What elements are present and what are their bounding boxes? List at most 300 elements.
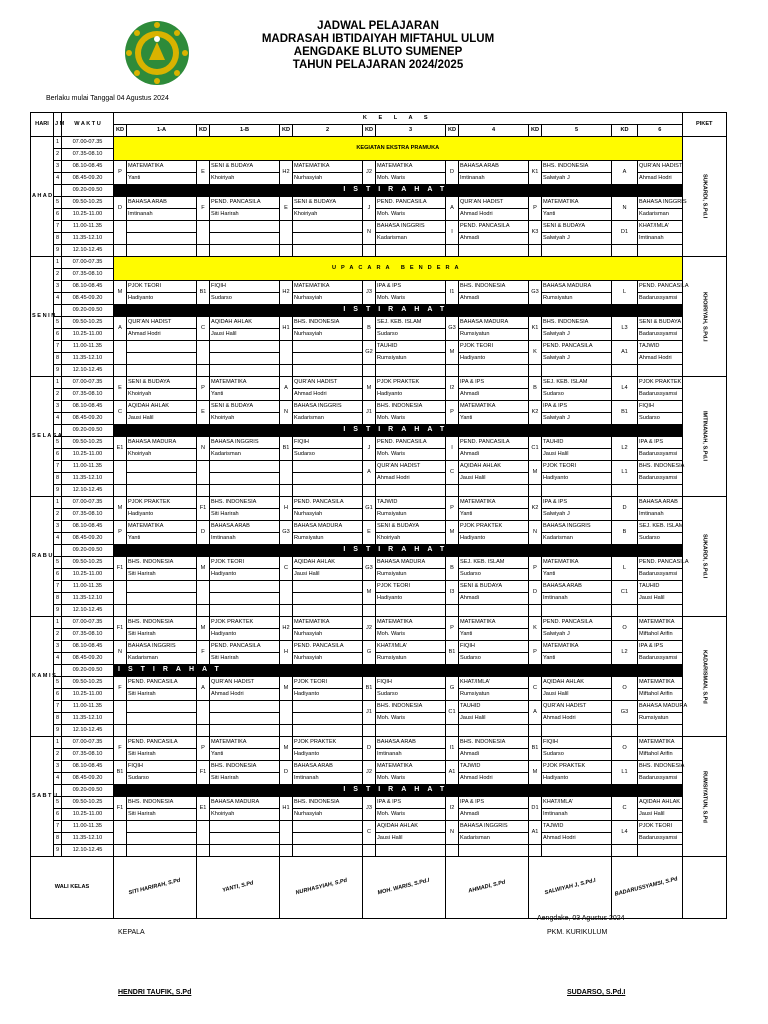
time-slot: 07.00-07.35 [62, 617, 114, 629]
subject-code: I1 [446, 281, 459, 305]
subject-code: L1 [612, 461, 638, 485]
break-istirahat: ISTIRAHAT [114, 305, 683, 317]
subject-name: BHS. INDONESIA [638, 761, 683, 773]
empty-cell [293, 365, 363, 377]
empty-cell [293, 245, 363, 257]
subject-name: SEJ. KEB. ISLAM [459, 557, 529, 569]
subject-code: C [197, 317, 210, 341]
subject-name: FIQIH [210, 281, 280, 293]
subject-code: J [363, 197, 376, 221]
empty-cell [127, 845, 197, 857]
subject-name: AQIDAH AHLAK [210, 317, 280, 329]
teacher-name: Nurhasyiah [293, 329, 363, 341]
subject-name: BAHASA INGGRIS [459, 821, 529, 833]
period-number: 8 [54, 353, 62, 365]
subject-name: IPA & IPS [542, 497, 612, 509]
teacher-name: Salwiyah J [542, 173, 612, 185]
teacher-name: Hadiyanto [293, 689, 363, 701]
teacher-name: Khoiriyah [293, 209, 363, 221]
teacher-name: Siti Harirah [210, 209, 280, 221]
time-slot: 08.45-09.20 [62, 653, 114, 665]
subject-code: N [114, 641, 127, 665]
subject-name [127, 821, 197, 833]
piket-teacher: SUKARDI, S.Pd.I [682, 137, 727, 257]
empty-cell [210, 845, 280, 857]
day-name: S E L A S A [31, 377, 54, 497]
subject-name [293, 821, 363, 833]
subject-code [280, 821, 293, 845]
subject-name: MATEMATIKA [293, 617, 363, 629]
period-number: 2 [54, 149, 62, 161]
subject-name: BAHASA ARAB [376, 737, 446, 749]
empty-cell [210, 365, 280, 377]
empty-cell [638, 605, 683, 617]
subject-name: IPA & IPS [376, 281, 446, 293]
subject-code: E [114, 377, 127, 401]
subject-name: BAHASA MADURA [210, 797, 280, 809]
teacher-name: Miftahol Arifin [638, 689, 683, 701]
teacher-name: Hadiyanto [376, 593, 446, 605]
teacher-name: Jausi Halil [542, 449, 612, 461]
empty-cell [280, 365, 293, 377]
teacher-name: Ahmadi [459, 749, 529, 761]
period-number: 7 [54, 221, 62, 233]
empty-cell [210, 725, 280, 737]
empty-cell [197, 725, 210, 737]
teacher-name: Jausi Halil [542, 689, 612, 701]
subject-name: PEND. PANCASILA [127, 677, 197, 689]
empty-cell [280, 845, 293, 857]
teacher-name: Moh. Waris [376, 173, 446, 185]
time-slot: 09.20-09.50 [62, 785, 114, 797]
subject-name: BHS. INDONESIA [293, 797, 363, 809]
teacher-name [127, 473, 197, 485]
subject-name: TAJWID [542, 821, 612, 833]
subject-code: C1 [446, 701, 459, 725]
teacher-name [210, 593, 280, 605]
subject-code: C [529, 677, 542, 701]
empty-cell [210, 605, 280, 617]
subject-name: SENI & BUDAYA [459, 581, 529, 593]
subject-code: A [612, 161, 638, 185]
header-class: 1-A [127, 125, 197, 137]
teacher-name: Badarussyamsi [638, 473, 683, 485]
subject-name: MATEMATIKA [376, 761, 446, 773]
homeroom-teacher [114, 857, 197, 919]
teacher-name: Badarussyamsi [638, 329, 683, 341]
period-number: 4 [54, 533, 62, 545]
period-number: 9 [54, 845, 62, 857]
period-number: 3 [54, 641, 62, 653]
subject-code: F1 [197, 761, 210, 785]
teacher-name: Moh. Waris [376, 629, 446, 641]
period-number: 1 [54, 137, 62, 149]
subject-code: B [446, 557, 459, 581]
subject-code: O [612, 737, 638, 761]
homeroom-teacher-name: MOH. WARIS, S.Pd.I [377, 878, 431, 897]
subject-name: PJOK PRAKTEK [210, 617, 280, 629]
subject-name: BAHASA ARAB [459, 161, 529, 173]
break-istirahat: ISTIRAHAT [114, 185, 683, 197]
teacher-name: Sudarso [210, 293, 280, 305]
subject-name: PEND. PANCASILA [210, 197, 280, 209]
subject-code: P [529, 557, 542, 581]
subject-name: PEND. PANCASILA [459, 221, 529, 233]
empty-cell [363, 365, 376, 377]
header-kelas: K E L A S [114, 113, 683, 125]
subject-name: TAJWID [638, 341, 683, 353]
subject-name: BHS. INDONESIA [127, 797, 197, 809]
subject-name: MATEMATIKA [210, 377, 280, 389]
effective-date: Berlaku mulai Tanggal 04 Agustus 2024 [46, 95, 169, 102]
teacher-name: Kadarisman [459, 833, 529, 845]
teacher-name: Kadarisman [127, 653, 197, 665]
empty-cell [293, 845, 363, 857]
schedule-row [31, 665, 727, 677]
subject-code: A [446, 197, 459, 221]
teacher-name [210, 473, 280, 485]
teacher-name: Ahmadi [459, 293, 529, 305]
teacher-name [127, 593, 197, 605]
subject-code: C [612, 797, 638, 821]
subject-name: SENI & BUDAYA [638, 317, 683, 329]
subject-name [127, 461, 197, 473]
subject-code: A1 [612, 341, 638, 365]
homeroom-teacher-name: BADARUSSYAMSI, S.Pd [614, 876, 679, 899]
empty-cell [197, 245, 210, 257]
teacher-name: Rumsiyatun [376, 509, 446, 521]
header-kd: KD [612, 125, 638, 137]
empty-cell [280, 605, 293, 617]
period-number: 3 [54, 281, 62, 293]
header-kd: KD [197, 125, 210, 137]
homeroom-teacher [280, 857, 363, 919]
subject-name: FIQIH [376, 677, 446, 689]
subject-name: IPA & IPS [542, 401, 612, 413]
schedule-row [31, 137, 727, 149]
teacher-name: Kadarisman [542, 533, 612, 545]
empty-cell [210, 485, 280, 497]
piket-teacher: RUMSIYATUN, S.Pd [682, 737, 727, 857]
header-class: 2 [293, 125, 363, 137]
empty-cell [114, 605, 127, 617]
subject-code: K [529, 617, 542, 641]
period-number: 8 [54, 233, 62, 245]
header-kd: KD [280, 125, 293, 137]
subject-code [280, 221, 293, 245]
teacher-name: Khoiriyah [376, 533, 446, 545]
subject-name: MATEMATIKA [210, 737, 280, 749]
empty-cell [446, 725, 459, 737]
period-number: 1 [54, 737, 62, 749]
subject-code: M [446, 521, 459, 545]
schedule-row [31, 161, 727, 173]
time-slot: 10.25-11.00 [62, 689, 114, 701]
subject-name: BAHASA ARAB [127, 197, 197, 209]
empty-cell [363, 725, 376, 737]
subject-code: L [612, 557, 638, 581]
subject-code: G1 [363, 497, 376, 521]
subject-name: BAHASA ARAB [293, 761, 363, 773]
subject-code: D [529, 581, 542, 605]
period-number: 1 [54, 257, 62, 269]
subject-name [127, 701, 197, 713]
teacher-name: Salwiyah J [542, 413, 612, 425]
subject-name: BAHASA MADURA [542, 281, 612, 293]
time-slot: 09.20-09.50 [62, 185, 114, 197]
teacher-name: Imtinanah [293, 773, 363, 785]
empty-cell [542, 245, 612, 257]
header-piket: PIKET [682, 113, 727, 137]
subject-code: E1 [114, 437, 127, 461]
schedule-row [31, 545, 727, 557]
subject-code: J [363, 437, 376, 461]
time-slot: 08.45-09.20 [62, 413, 114, 425]
teacher-name [293, 593, 363, 605]
subject-name [210, 341, 280, 353]
subject-name: PJOK TEORI [127, 281, 197, 293]
subject-name: AQIDAH AHLAK [376, 821, 446, 833]
teacher-name: Siti Harirah [210, 509, 280, 521]
subject-code [280, 701, 293, 725]
teacher-name: Imtinanah [542, 809, 612, 821]
teacher-name: Ahmadi [459, 449, 529, 461]
period-number: 9 [54, 245, 62, 257]
subject-name: BHS. INDONESIA [459, 281, 529, 293]
subject-name: BAHASA MADURA [376, 557, 446, 569]
subject-code: A [363, 461, 376, 485]
subject-code: H [280, 641, 293, 665]
period-number: 5 [54, 317, 62, 329]
subject-code: B1 [363, 677, 376, 701]
subject-code: B [363, 317, 376, 341]
time-slot: 07.00-07.35 [62, 377, 114, 389]
empty-cell [363, 605, 376, 617]
subject-code: D [197, 521, 210, 545]
subject-code: H2 [280, 281, 293, 305]
teacher-name: Jausi Halil [638, 593, 683, 605]
teacher-name: Moh. Waris [376, 713, 446, 725]
header-class: 4 [459, 125, 529, 137]
subject-name: BHS. INDONESIA [542, 317, 612, 329]
teacher-name: Moh. Waris [376, 809, 446, 821]
subject-code: H2 [280, 617, 293, 641]
teacher-name [127, 233, 197, 245]
break-istirahat: ISTIRAHAT [114, 545, 683, 557]
subject-name: BHS. INDONESIA [376, 701, 446, 713]
time-slot: 11.35-12.10 [62, 353, 114, 365]
teacher-name: Yanti [542, 653, 612, 665]
subject-code: B1 [197, 281, 210, 305]
subject-code: M [363, 581, 376, 605]
day-name: S A B T U [31, 737, 54, 857]
subject-code: L3 [612, 317, 638, 341]
empty-cell [446, 485, 459, 497]
empty-cell [127, 365, 197, 377]
schedule-row [31, 581, 727, 593]
subject-code: B1 [280, 437, 293, 461]
subject-name: QUR'AN HADIST [127, 317, 197, 329]
teacher-name: Yanti [459, 629, 529, 641]
subject-name: BAHASA MADURA [459, 317, 529, 329]
subject-code: M [446, 341, 459, 365]
subject-code: N [280, 401, 293, 425]
empty-cell [446, 245, 459, 257]
empty-cell [280, 725, 293, 737]
period-number: 4 [54, 653, 62, 665]
teacher-name: Yanti [210, 389, 280, 401]
teacher-name: Yanti [127, 173, 197, 185]
subject-code: F [114, 737, 127, 761]
subject-name: SENI & BUDAYA [210, 161, 280, 173]
teacher-name [210, 713, 280, 725]
subject-code: P [529, 641, 542, 665]
subject-name [210, 581, 280, 593]
subject-code: A [280, 377, 293, 401]
teacher-name [127, 833, 197, 845]
header-class: 5 [542, 125, 612, 137]
subject-code [280, 581, 293, 605]
subject-code: A [529, 701, 542, 725]
subject-code: P [114, 521, 127, 545]
subject-code: G3 [363, 557, 376, 581]
schedule-row [31, 557, 727, 569]
subject-code: P [114, 161, 127, 185]
teacher-name: Jausi Halil [376, 833, 446, 845]
teacher-name: Kadarisman [376, 233, 446, 245]
teacher-name: Hadiyanto [376, 389, 446, 401]
empty-cell [638, 245, 683, 257]
subject-name: BAHASA ARAB [542, 581, 612, 593]
subject-name: MATEMATIKA [542, 557, 612, 569]
piket-teacher: KADARISMAN, S.Pd [682, 617, 727, 737]
subject-code: F1 [197, 497, 210, 521]
empty-cell [376, 365, 446, 377]
teacher-name: Hadiyanto [293, 749, 363, 761]
period-number: 2 [54, 749, 62, 761]
teacher-name: Sudarso [638, 413, 683, 425]
subject-name: SENI & BUDAYA [376, 521, 446, 533]
schedule-row [31, 761, 727, 773]
time-slot: 07.00-07.35 [62, 737, 114, 749]
subject-code: B [612, 521, 638, 545]
subject-code: K1 [529, 317, 542, 341]
period-number: 8 [54, 473, 62, 485]
subject-name [293, 341, 363, 353]
empty-cell [638, 485, 683, 497]
teacher-name: Ahmad Hodri [638, 353, 683, 365]
empty-cell [363, 485, 376, 497]
subject-code: L2 [612, 437, 638, 461]
period-number: 7 [54, 581, 62, 593]
time-slot: 11.00-11.35 [62, 821, 114, 833]
empty-cell [446, 845, 459, 857]
schedule-row [31, 725, 727, 737]
subject-name: MATEMATIKA [542, 641, 612, 653]
teacher-name: Yanti [127, 533, 197, 545]
time-slot: 12.10-12.45 [62, 245, 114, 257]
subject-name: SENI & BUDAYA [542, 221, 612, 233]
time-slot: 07.35-08.10 [62, 389, 114, 401]
teacher-name: Rumsiyatun [459, 329, 529, 341]
subject-code: I2 [446, 377, 459, 401]
teacher-name [127, 713, 197, 725]
time-slot: 07.35-08.10 [62, 269, 114, 281]
teacher-name: Sudarso [542, 749, 612, 761]
homeroom-teacher-name: AHMADI, S.Pd [467, 879, 507, 895]
empty-cell [529, 365, 542, 377]
time-slot: 12.10-12.45 [62, 365, 114, 377]
header-kd: KD [446, 125, 459, 137]
time-slot: 08.10-08.45 [62, 641, 114, 653]
period-number: 7 [54, 341, 62, 353]
subject-name: IPA & IPS [459, 797, 529, 809]
schedule-row [31, 617, 727, 629]
empty-cell [280, 485, 293, 497]
empty-cell [529, 485, 542, 497]
subject-code: L1 [612, 761, 638, 785]
subject-code: F [197, 197, 210, 221]
subject-code: P [446, 497, 459, 521]
empty-cell [459, 365, 529, 377]
subject-name: IPA & IPS [459, 377, 529, 389]
empty-cell [638, 845, 683, 857]
subject-name: BHS. INDONESIA [638, 461, 683, 473]
teacher-name: Imtinanah [459, 173, 529, 185]
teacher-name: Ahmad Hodri [542, 833, 612, 845]
period-number: 5 [54, 197, 62, 209]
teacher-name: Badarussyamsi [638, 449, 683, 461]
teacher-name: Hadiyanto [542, 473, 612, 485]
teacher-name: Sudarso [376, 689, 446, 701]
subject-code: N [529, 521, 542, 545]
wali-kelas-label: WALI KELAS [31, 857, 114, 919]
empty-cell [542, 365, 612, 377]
subject-name: PJOK PRAKTEK [293, 737, 363, 749]
teacher-name: Sudarso [459, 653, 529, 665]
subject-code: G2 [363, 341, 376, 365]
subject-code: I1 [446, 737, 459, 761]
teacher-name: Ahmad Hodri [638, 173, 683, 185]
subject-name: PJOK PRAKTEK [127, 497, 197, 509]
subject-name: FIQIH [638, 401, 683, 413]
period-number: 4 [54, 293, 62, 305]
empty-cell [612, 725, 638, 737]
subject-name: KHAT/IMLA' [376, 641, 446, 653]
schedule-row [31, 521, 727, 533]
subject-name: QUR'AN HADIST [376, 461, 446, 473]
subject-name: BHS. INDONESIA [210, 761, 280, 773]
subject-code: J3 [363, 797, 376, 821]
subject-name: FIQIH [542, 737, 612, 749]
time-slot: 10.25-11.00 [62, 209, 114, 221]
schedule-row [31, 737, 727, 749]
subject-name: SENI & BUDAYA [210, 401, 280, 413]
period-number: 6 [54, 809, 62, 821]
period-number-empty [54, 185, 62, 197]
teacher-name: Imtinanah [376, 749, 446, 761]
pkm-label: PKM. KURIKULUM [547, 929, 608, 936]
time-slot: 09.20-09.50 [62, 425, 114, 437]
subject-code: E [280, 197, 293, 221]
header-class: 3 [376, 125, 446, 137]
teacher-name: Jausi Halil [127, 413, 197, 425]
homeroom-teacher-name: SITI HARIRAH, S.Pd [128, 878, 182, 897]
teacher-name: Miftahol Arifin [638, 629, 683, 641]
subject-code: K [529, 341, 542, 365]
empty-cell [293, 605, 363, 617]
schedule-table [30, 112, 727, 919]
